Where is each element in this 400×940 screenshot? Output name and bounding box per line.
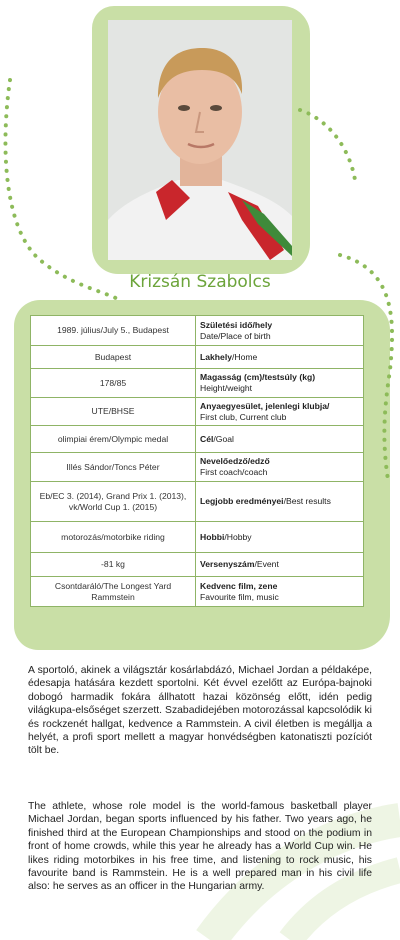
profile-value: Eb/EC 3. (2014), Grand Prix 1. (2013), vk/World Cup 1. (2015) bbox=[31, 482, 196, 522]
profile-label bbox=[196, 522, 364, 553]
profile-label-english: Date/Place of birth bbox=[200, 330, 271, 341]
profile-value: Budapest bbox=[31, 346, 196, 369]
profile-label-hungarian: Legjobb eredményei bbox=[200, 496, 284, 506]
profile-row bbox=[31, 553, 364, 577]
profile-row bbox=[31, 369, 364, 398]
profile-label-english: /Hobby bbox=[224, 531, 252, 542]
profile-value: UTE/BHSE bbox=[31, 398, 196, 426]
profile-label bbox=[196, 453, 364, 482]
profile-label-hungarian: Magasság (cm)/testsúly (kg) bbox=[200, 372, 316, 382]
profile-label-english: First coach/coach bbox=[200, 467, 268, 477]
profile-label-hungarian: Lakhely bbox=[200, 351, 233, 362]
profile-label-hungarian: Anyaegyesület, jelenlegi klubja/ bbox=[200, 400, 330, 411]
bio-hungarian: A sportoló, akinek a világsztár kosárlabdázó, Michael Jordan a példaképe, édesapja hatására kezdett sportolni. Két évvel ezelőtt az Európa-bajnoki dobogó harmadik fokára állhatott hazai közönség előtt, idén pedig világkupa-elsőséget szerzett. Szabadidejében motorozással kapcsolódik ki és rockzenét hallgat, kedvence a Rammstein. A civil életben is megállja a helyét, a profi sport mellett a magyar honvédségben katonatiszti pozíciót tölt be. bbox=[28, 665, 372, 757]
bio-english: The athlete, whose role model is the world-famous basketball player Michael Jordan, began sports influenced by his father. Two years ago, he finished third at the European Championships and stood on the podium in front of home crowds, while this year he already has a World Cup win. He likes riding motorbikes in his free time, and listening to rock music, his favourite band is Rammstein. He is a well prepared man in his civil life also: he serves as an officer in the Hungarian army. bbox=[28, 801, 372, 893]
profile-row bbox=[31, 482, 364, 522]
profile-value: motorozás/motorbike riding bbox=[31, 522, 196, 553]
profile-label-english: Favourite film, music bbox=[200, 591, 279, 602]
profile-label-english: /Home bbox=[232, 351, 258, 362]
profile-row bbox=[31, 316, 364, 346]
profile-label-hungarian: Születési idő/hely bbox=[200, 319, 273, 330]
profile-row bbox=[31, 398, 364, 426]
profile-label-english: /Event bbox=[254, 559, 279, 569]
profile-label-english: Height/weight bbox=[200, 383, 253, 393]
profile-label-hungarian: Cél bbox=[200, 433, 214, 444]
profile-row bbox=[31, 522, 364, 553]
profile-value: Illés Sándor/Toncs Péter bbox=[31, 453, 196, 482]
profile-row bbox=[31, 577, 364, 607]
athlete-name: Krizsán Szabolcs bbox=[129, 272, 271, 292]
profile-label bbox=[196, 426, 364, 453]
profile-label bbox=[196, 346, 364, 369]
profile-value: -81 kg bbox=[31, 553, 196, 577]
profile-row bbox=[31, 453, 364, 482]
profile-value: olimpiai érem/Olympic medal bbox=[31, 426, 196, 453]
profile-label bbox=[196, 482, 364, 522]
profile-label-hungarian: Nevelőedző/edző bbox=[200, 456, 270, 466]
profile-label-english: /Goal bbox=[213, 433, 234, 444]
profile-value: 178/85 bbox=[31, 369, 196, 398]
profile-row bbox=[31, 426, 364, 453]
profile-label bbox=[196, 369, 364, 398]
profile-label bbox=[196, 577, 364, 607]
profile-label bbox=[196, 398, 364, 426]
profile-label-hungarian: Kedvenc film, zene bbox=[200, 580, 278, 591]
profile-label bbox=[196, 316, 364, 346]
athlete-photo bbox=[108, 20, 292, 260]
profile-label bbox=[196, 553, 364, 577]
profile-label-hungarian: Hobbi bbox=[200, 531, 225, 542]
profile-label-english: First club, Current club bbox=[200, 411, 287, 422]
profile-label-hungarian: Versenyszám bbox=[200, 559, 255, 569]
profile-label-english: /Best results bbox=[283, 496, 331, 506]
profile-value: 1989. július/July 5., Budapest bbox=[31, 316, 196, 346]
profile-row bbox=[31, 346, 364, 369]
profile-table bbox=[30, 315, 364, 607]
profile-value: Csontdaráló/The Longest Yard Rammstein bbox=[31, 577, 196, 607]
